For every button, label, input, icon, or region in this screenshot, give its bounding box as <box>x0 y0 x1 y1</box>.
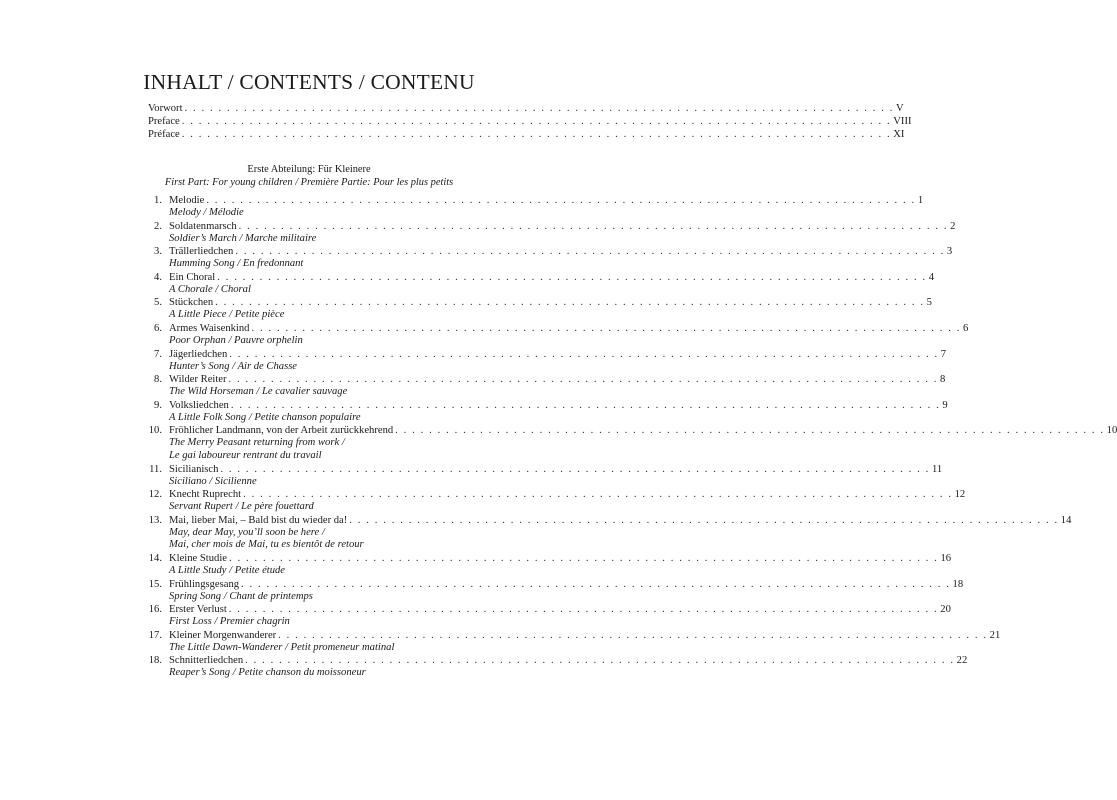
section-title-english-french: First Part: For young children / Première Partie: Pour les plus petits <box>164 177 454 188</box>
entry-row <box>169 322 969 335</box>
entry-title: Kleine Studie <box>169 552 227 564</box>
list-item <box>148 373 946 399</box>
entry-subtitle: A Little Folk Song / Petite chanson populaire <box>169 411 361 423</box>
entry-title: Melodie <box>169 195 205 206</box>
entry-row <box>169 399 948 412</box>
front-matter-row <box>148 128 905 141</box>
entry-number: 14. <box>148 552 162 564</box>
page-title: INHALT / CONTENTS / CONTENU <box>143 70 475 94</box>
entry-subtitle: Reaper’s Song / Petite chanson du moissoneur <box>169 667 366 679</box>
page-number: V <box>896 103 904 114</box>
entry-title: Préface <box>148 129 180 140</box>
entry-row <box>169 463 943 476</box>
page-number: 7 <box>940 348 947 360</box>
entry-subtitle: A Chorale / Choral <box>169 283 251 295</box>
entry-subtitle: Le gai laboureur rentrant du travail <box>169 449 322 461</box>
dot-leader: . . . . . . . . . . . . . . . . . . . . . . . . . . . . . . . . . . . . . . . . . . . . . . . . . . . . . . . . . . . . . . . . . . . . . . . . . . . . . . . . . . . . <box>395 425 1105 437</box>
entry-subtitle: The Merry Peasant returning from work / <box>169 437 345 449</box>
entry-subtitle: Soldier’s March / Marche militaire <box>169 232 317 244</box>
list-item <box>148 296 932 322</box>
entry-subtitle: The Wild Horseman / Le cavalier sauvage <box>169 386 348 398</box>
list-item <box>148 271 934 297</box>
page-number: 6 <box>962 322 969 334</box>
dot-leader: . . . . . . . . . . . . . . . . . . . . . . . . . . . . . . . . . . . . . . . . . . . . . . . . . . . . . . . . . . . . . . . . . . . . . . . . . . . . . . . . . . . . <box>215 297 925 309</box>
list-item <box>148 654 968 680</box>
entry-subtitle: Hunter’s Song / Air de Chasse <box>169 360 298 372</box>
page-number: 18 <box>952 578 964 590</box>
entry-number: 2. <box>154 220 162 232</box>
entry-title: Erster Verlust <box>169 604 227 616</box>
entry-number: 3. <box>154 246 162 258</box>
page-number: 1 <box>917 195 924 206</box>
dot-leader: . . . . . . . . . . . . . . . . . . . . . . . . . . . . . . . . . . . . . . . . . . . . . . . . . . . . . . . . . . . . . . . . . . . . . . . . . . . . . . . . . . . . <box>235 246 945 258</box>
list-item <box>148 603 951 629</box>
entry-title: Armes Waisenkind <box>169 322 250 334</box>
entry-row <box>169 220 956 233</box>
page-number: 22 <box>956 655 968 667</box>
entry-subtitle: Poor Orphan / Pauvre orphelin <box>169 334 303 346</box>
entry-subtitle: Servant Rupert / Le père fouettard <box>169 501 314 513</box>
dot-leader: . . . . . . . . . . . . . . . . . . . . . . . . . . . . . . . . . . . . . . . . . . . . . . . . . . . . . . . . . . . . . . . . . . . . . . . . . . . . . . . . . . . . <box>228 552 939 564</box>
entry-subtitle: A Little Study / Petite étude <box>169 564 286 576</box>
entry-title: Soldatenmarsch <box>169 220 237 232</box>
entry-number: 1. <box>154 195 162 206</box>
dot-leader: . . . . . . . . . . . . . . . . . . . . . . . . . . . . . . . . . . . . . . . . . . . . . . . . . . . . . . . . . . . . . . . . . . . . . . . . . . . . . . . . . . . . <box>243 489 953 501</box>
list-item <box>148 514 1072 552</box>
page-number: VIII <box>893 116 912 127</box>
entry-title: Kleiner Morgenwanderer <box>169 629 277 641</box>
dot-leader: . . . . . . . . . . . . . . . . . . . . . . . . . . . . . . . . . . . . . . . . . . . . . . . . . . . . . . . . . . . . . . . . . . . . . . . . . . . . . . . . . . . . <box>220 463 930 475</box>
dot-leader: . . . . . . . . . . . . . . . . . . . . . . . . . . . . . . . . . . . . . . . . . . . . . . . . . . . . . . . . . . . . . . . . . . . . . . . . . . . . . . . . . . . . <box>184 103 895 114</box>
entry-subtitle: Humming Song / En fredonnant <box>169 258 304 270</box>
page-number: XI <box>893 129 905 140</box>
dot-leader: . . . . . . . . . . . . . . . . . . . . . . . . . . . . . . . . . . . . . . . . . . . . . . . . . . . . . . . . . . . . . . . . . . . . . . . . . . . . . . . . . . . . <box>181 129 892 140</box>
entry-number: 5. <box>154 297 162 309</box>
entry-row <box>169 629 1001 642</box>
entry-subtitle: Siciliano / Sicilienne <box>169 475 257 487</box>
page-number: 16 <box>940 552 952 564</box>
entry-title: Volksliedchen <box>169 399 229 411</box>
dot-leader: . . . . . . . . . . . . . . . . . . . . . . . . . . . . . . . . . . . . . . . . . . . . . . . . . . . . . . . . . . . . . . . . . . . . . . . . . . . . . . . . . . . . <box>181 116 892 127</box>
entry-title: Knecht Ruprecht <box>169 489 242 501</box>
entry-number: 17. <box>148 629 162 641</box>
entry-title: Fröhlicher Landmann, von der Arbeit zurückkehrend <box>169 425 394 437</box>
page-number: 9 <box>942 399 948 411</box>
list-item <box>148 194 924 220</box>
entry-title: Trällerliedchen <box>169 246 234 258</box>
list-item <box>148 552 952 578</box>
entry-row <box>169 514 1072 527</box>
entry-number: 4. <box>154 271 162 283</box>
list-item <box>148 322 969 348</box>
page-number: 8 <box>940 374 946 386</box>
page-number: 14 <box>1060 514 1072 526</box>
entry-title: Wilder Reiter <box>169 374 227 386</box>
entry-number: 9. <box>154 399 162 411</box>
entry-number: 11. <box>149 463 162 475</box>
dot-leader: . . . . . . . . . . . . . . . . . . . . . . . . . . . . . . . . . . . . . . . . . . . . . . . . . . . . . . . . . . . . . . . . . . . . . . . . . . . . . . . . . . . . <box>251 322 961 334</box>
contents-list <box>148 194 1117 680</box>
entry-row <box>169 424 1117 437</box>
dot-leader: . . . . . . . . . . . . . . . . . . . . . . . . . . . . . . . . . . . . . . . . . . . . . . . . . . . . . . . . . . . . . . . . . . . . . . . . . . . . . . . . . . . . <box>228 604 939 616</box>
page-number: 10 <box>1106 425 1117 437</box>
list-item <box>148 399 948 425</box>
entry-row <box>169 552 952 565</box>
dot-leader: . . . . . . . . . . . . . . . . . . . . . . . . . . . . . . . . . . . . . . . . . . . . . . . . . . . . . . . . . . . . . . . . . . . . . . . . . . . . . . . . . . . . <box>349 514 1059 526</box>
page-number: 5 <box>926 297 932 309</box>
entry-row <box>169 348 947 361</box>
entry-row <box>169 194 924 207</box>
list-item <box>148 245 953 271</box>
entry-number: 15. <box>148 578 162 590</box>
entry-row <box>169 654 968 667</box>
entry-title: Ein Choral <box>169 271 216 283</box>
dot-leader: . . . . . . . . . . . . . . . . . . . . . . . . . . . . . . . . . . . . . . . . . . . . . . . . . . . . . . . . . . . . . . . . . . . . . . . . . . . . . . . . . . . . <box>238 220 949 232</box>
entry-title: Schnitterliedchen <box>169 655 244 667</box>
dot-leader: . . . . . . . . . . . . . . . . . . . . . . . . . . . . . . . . . . . . . . . . . . . . . . . . . . . . . . . . . . . . . . . . . . . . . . . . . . . . . . . . . . . . <box>229 348 939 360</box>
entry-row <box>169 488 966 501</box>
entry-number: 13. <box>148 514 162 526</box>
entry-title: Frühlingsgesang <box>169 578 240 590</box>
entry-title: Sicilianisch <box>169 463 219 475</box>
entry-row <box>169 603 951 616</box>
entry-subtitle: A Little Piece / Petite pièce <box>169 309 285 321</box>
entry-number: 6. <box>154 322 162 334</box>
list-item <box>148 424 1117 462</box>
entry-title: Preface <box>148 116 180 127</box>
page-number: 20 <box>940 604 951 616</box>
entry-number: 18. <box>148 655 162 667</box>
list-item <box>148 629 1001 655</box>
entry-row <box>169 271 934 284</box>
list-item <box>148 220 956 246</box>
page-number: 21 <box>989 629 1001 641</box>
front-matter-row <box>148 102 904 115</box>
entry-subtitle: May, dear May, you’ll soon be here / <box>169 526 325 538</box>
front-matter-list <box>148 102 912 141</box>
entry-number: 12. <box>148 489 162 501</box>
list-item <box>148 488 966 514</box>
entry-number: 16. <box>148 604 162 616</box>
entry-subtitle: First Loss / Premier chagrin <box>169 616 290 628</box>
entry-title: Mai, lieber Mai, – Bald bist du wieder da! <box>169 514 348 526</box>
dot-leader: . . . . . . . . . . . . . . . . . . . . . . . . . . . . . . . . . . . . . . . . . . . . . . . . . . . . . . . . . . . . . . . . . . . . . . . . . . . . . . . . . . . . <box>230 399 941 411</box>
entry-number: 8. <box>154 374 162 386</box>
dot-leader: . . . . . . . . . . . . . . . . . . . . . . . . . . . . . . . . . . . . . . . . . . . . . . . . . . . . . . . . . . . . . . . . . . . . . . . . . . . . . . . . . . . . <box>241 578 951 590</box>
dot-leader: . . . . . . . . . . . . . . . . . . . . . . . . . . . . . . . . . . . . . . . . . . . . . . . . . . . . . . . . . . . . . . . . . . . . . . . . . . . . . . . . . . . . <box>228 374 939 386</box>
entry-subtitle: Melody / Mélodie <box>169 207 244 218</box>
entry-subtitle: Spring Song / Chant de printemps <box>169 590 313 602</box>
section-title-german: Erste Abteilung: Für Kleinere <box>247 164 371 175</box>
entry-row <box>169 296 932 309</box>
entry-number: 10. <box>148 425 162 437</box>
dot-leader: . . . . . . . . . . . . . . . . . . . . . . . . . . . . . . . . . . . . . . . . . . . . . . . . . . . . . . . . . . . . . . . . . . . . . . . . . . . . . . . . . . . . <box>217 271 927 283</box>
entry-row <box>169 245 953 258</box>
entry-row <box>169 578 964 591</box>
dot-leader: . . . . . . . . . . . . . . . . . . . . . . . . . . . . . . . . . . . . . . . . . . . . . . . . . . . . . . . . . . . . . . . . . . . . . . . . . . . . . . . . . . . . <box>206 195 916 206</box>
page-number: 2 <box>950 220 956 232</box>
list-item <box>148 348 947 374</box>
dot-leader: . . . . . . . . . . . . . . . . . . . . . . . . . . . . . . . . . . . . . . . . . . . . . . . . . . . . . . . . . . . . . . . . . . . . . . . . . . . . . . . . . . . . <box>278 629 988 641</box>
dot-leader: . . . . . . . . . . . . . . . . . . . . . . . . . . . . . . . . . . . . . . . . . . . . . . . . . . . . . . . . . . . . . . . . . . . . . . . . . . . . . . . . . . . . <box>245 655 955 667</box>
entry-row <box>169 373 946 386</box>
entry-number: 7. <box>154 348 162 360</box>
list-item <box>148 463 943 489</box>
list-item <box>148 578 964 604</box>
entry-title: Stückchen <box>169 297 214 309</box>
entry-title: Vorwort <box>148 103 183 114</box>
entry-subtitle: The Little Dawn-Wanderer / Petit promeneur matinal <box>169 641 395 653</box>
entry-title: Jägerliedchen <box>169 348 228 360</box>
page-number: 11 <box>931 463 943 475</box>
page-number: 4 <box>928 271 934 283</box>
entry-subtitle: Mai, cher mois de Mai, tu es bientôt de retour <box>169 539 364 551</box>
page-number: 3 <box>946 246 953 258</box>
page-number: 12 <box>954 489 966 501</box>
front-matter-row <box>148 115 912 128</box>
